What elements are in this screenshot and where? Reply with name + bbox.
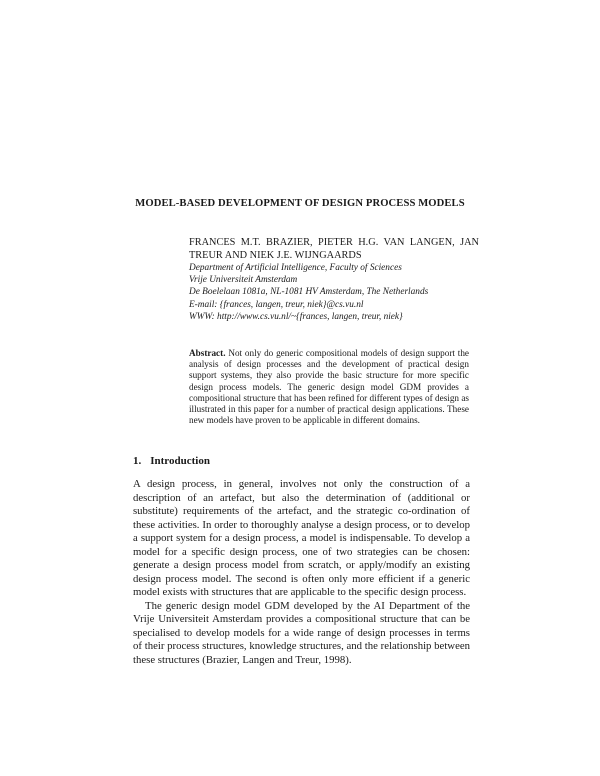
section-heading <box>133 455 210 467</box>
author-block <box>189 236 479 323</box>
affiliation-email: E-mail: {frances, langen, treur, niek}@cs.vu.nl <box>189 299 364 310</box>
paper-title: MODEL-BASED DEVELOPMENT OF DESIGN PROCESS MODELS <box>135 198 465 209</box>
affiliation-www: WWW: http://www.cs.vu.nl/~{frances, langen, treur, niek} <box>189 311 403 322</box>
body-paragraph: The generic design model GDM developed by the AI Department of the Vrije Universiteit Amsterdam provides a compositional structure that can be specialised to develop models for a wide range of design processes in terms of their process structures, knowledge structures, and the relationship between these structures (Brazier, Langen and Treur, 1998). <box>133 599 470 666</box>
affiliation-department: Department of Artificial Intelligence, Faculty of Sciences <box>189 263 402 273</box>
author-names: FRANCES M.T. BRAZIER, PIETER H.G. VAN LANGEN, JAN TREUR AND NIEK J.E. WIJNGAARDS <box>189 237 479 261</box>
affiliation-university: Vrije Universiteit Amsterdam <box>189 275 298 286</box>
body-paragraph: A design process, in general, involves not only the construction of a description of an artefact, but also the determination of (additional or substitute) requirements of the artefact, and the strategic co-ordination of these activities. In order to thoroughly analyse a design process, or to develop a support system for a design process, a model is indispensable. To develop a model for a specific design process, one of two strategies can be chosen: generate a design process model from scratch, or apply/modify an existing design process model. The second is often only more efficient if a generic model exists with structures that are applicable to the specific design process. <box>133 478 470 598</box>
affiliation-address: De Boelelaan 1081a, NL-1081 HV Amsterdam, The Netherlands <box>189 287 429 298</box>
section-body <box>133 478 470 667</box>
abstract-text: Not only do generic compositional models of design support the analysis of design processes and the development of practical design support systems, they also provide the basic structure for more specific design process models. The generic design model GDM provides a compositional structure that has been refined for different types of design as illustrated in this paper for a number of practical design applications. These new models have proven to be applicable in different domains. <box>189 348 470 426</box>
abstract <box>189 348 469 426</box>
section-title: Introduction <box>150 455 210 467</box>
abstract-label: Abstract. <box>189 348 226 358</box>
section-number: 1. <box>133 455 142 467</box>
